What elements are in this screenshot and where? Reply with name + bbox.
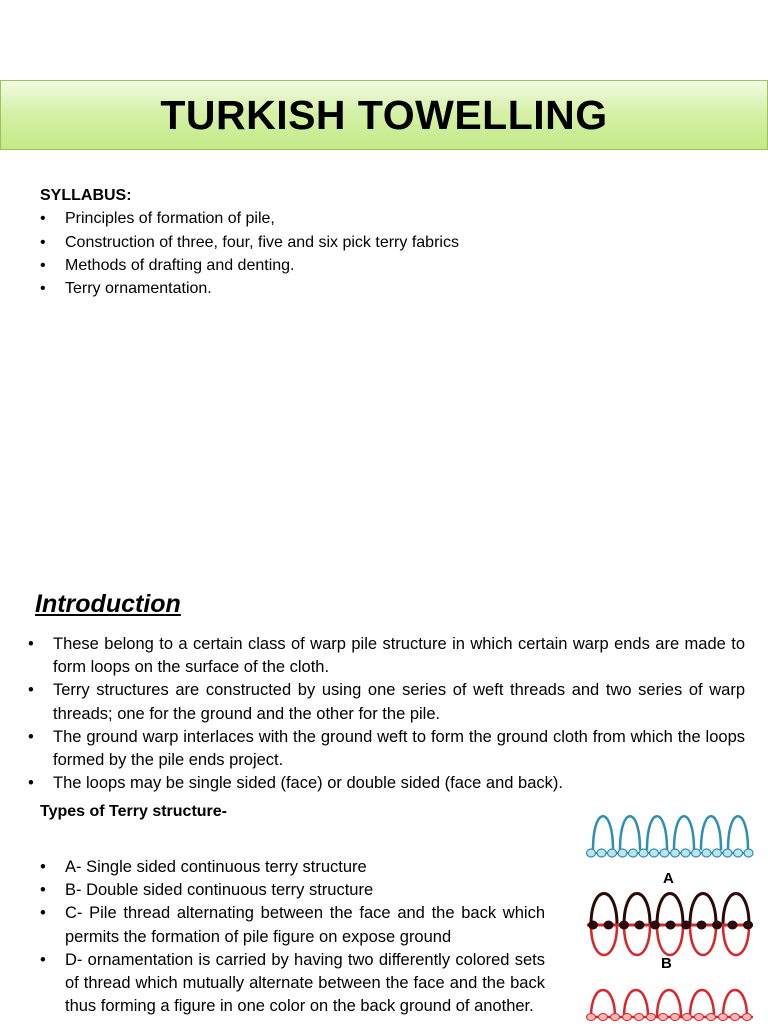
weft-pick bbox=[666, 921, 676, 930]
face-loop bbox=[591, 894, 617, 926]
structure-b-diagram bbox=[587, 894, 753, 956]
weft-pick bbox=[611, 1014, 620, 1021]
syllabus-item: • Principles of formation of pile, bbox=[40, 207, 459, 230]
weft-pick bbox=[681, 921, 691, 930]
weft-pick bbox=[697, 921, 707, 930]
introduction-heading: Introduction bbox=[35, 590, 181, 618]
weft-pick bbox=[635, 1014, 644, 1021]
back-loop bbox=[723, 925, 749, 955]
weft-pick bbox=[623, 1014, 632, 1021]
page-title: TURKISH TOWELLING bbox=[160, 91, 608, 138]
introduction-list bbox=[28, 633, 745, 795]
weft-pick bbox=[647, 1014, 656, 1021]
weft-pick bbox=[695, 1014, 704, 1021]
weft-pick bbox=[728, 921, 738, 930]
types-heading: Types of Terry structure- bbox=[40, 803, 228, 820]
weft-pick bbox=[597, 849, 606, 857]
syllabus-item: • Methods of drafting and denting. bbox=[40, 254, 459, 277]
back-loop bbox=[624, 925, 650, 955]
pile-loop bbox=[701, 816, 721, 850]
types-list bbox=[40, 856, 545, 1018]
types-item: • C- Pile thread alternating between the face and the back which permits the formation of pile figure on expose ground bbox=[40, 902, 545, 948]
face-loop bbox=[624, 894, 650, 926]
weft-pick bbox=[743, 1014, 752, 1021]
weft-pick bbox=[619, 921, 629, 930]
figure-label-a: A bbox=[663, 870, 674, 887]
face-loop bbox=[657, 894, 683, 926]
weft-pick bbox=[683, 1014, 692, 1021]
weft-pick bbox=[719, 1014, 728, 1021]
pile-loop bbox=[723, 990, 747, 1017]
syllabus-section bbox=[40, 184, 459, 300]
terry-structure-figure bbox=[585, 805, 755, 1024]
weft-pick bbox=[635, 921, 645, 930]
back-loop bbox=[657, 925, 683, 955]
pile-loop bbox=[674, 816, 694, 850]
pile-loop bbox=[624, 990, 648, 1017]
weft-pick bbox=[650, 849, 659, 857]
syllabus-item: • Construction of three, four, five and six pick terry fabrics bbox=[40, 231, 459, 254]
weft-pick bbox=[692, 849, 701, 857]
syllabus-label: SYLLABUS: bbox=[40, 187, 132, 204]
back-loop bbox=[591, 925, 617, 955]
weft-pick bbox=[608, 849, 617, 857]
weft-pick bbox=[639, 849, 648, 857]
pile-loop bbox=[728, 816, 748, 850]
pile-loop bbox=[591, 990, 615, 1017]
back-loop bbox=[690, 925, 716, 955]
weft-pick bbox=[731, 1014, 740, 1021]
structure-a-diagram bbox=[587, 816, 754, 857]
weft-pick bbox=[681, 849, 690, 857]
weft-pick bbox=[707, 1014, 716, 1021]
weft-pick bbox=[723, 849, 732, 857]
weft-pick bbox=[712, 921, 722, 930]
introduction-item: • Terry structures are constructed by using one series of weft threads and two series of warp threads; one for the ground and the other for the pile. bbox=[28, 679, 745, 725]
weft-pick bbox=[599, 1014, 608, 1021]
weft-pick bbox=[588, 921, 598, 930]
weft-pick bbox=[744, 849, 753, 857]
weft-pick bbox=[629, 849, 638, 857]
weft-pick bbox=[702, 849, 711, 857]
pile-loop bbox=[593, 816, 613, 850]
weft-pick bbox=[618, 849, 627, 857]
structure-c-diagram bbox=[587, 990, 754, 1021]
face-loop bbox=[723, 894, 749, 926]
pile-loop bbox=[620, 816, 640, 850]
types-item: • D- ornamentation is carried by having two differently colored sets of thread which mutually alternate between the face and the back thus forming a figure in one color on the back ground of another. bbox=[40, 949, 545, 1019]
title-banner bbox=[0, 80, 768, 150]
syllabus-item: • Terry ornamentation. bbox=[40, 277, 459, 300]
weft-pick bbox=[604, 921, 614, 930]
types-item: • A- Single sided continuous terry structure bbox=[40, 856, 545, 879]
weft-pick bbox=[587, 1014, 596, 1021]
weft-pick bbox=[671, 1014, 680, 1021]
introduction-item: • The ground warp interlaces with the ground weft to form the ground cloth from which the loops formed by the pile ends project. bbox=[28, 726, 745, 772]
weft-pick bbox=[587, 849, 596, 857]
terry-structure-diagram bbox=[585, 805, 755, 1024]
syllabus-list bbox=[40, 207, 459, 300]
introduction-item: • These belong to a certain class of warp pile structure in which certain warp ends are made to form loops on the surface of the cloth. bbox=[28, 633, 745, 679]
weft-pick bbox=[743, 921, 753, 930]
introduction-item: • The loops may be single sided (face) or double sided (face and back). bbox=[28, 772, 745, 795]
weft-pick bbox=[671, 849, 680, 857]
weft-pick bbox=[713, 849, 722, 857]
pile-loop bbox=[657, 990, 681, 1017]
weft-pick bbox=[659, 1014, 668, 1021]
weft-pick bbox=[650, 921, 660, 930]
pile-loop bbox=[690, 990, 714, 1017]
types-item: • B- Double sided continuous terry structure bbox=[40, 879, 545, 902]
weft-pick bbox=[660, 849, 669, 857]
weft-pick bbox=[734, 849, 743, 857]
pile-loop bbox=[647, 816, 667, 850]
face-loop bbox=[690, 894, 716, 926]
figure-label-b: B bbox=[661, 955, 672, 972]
